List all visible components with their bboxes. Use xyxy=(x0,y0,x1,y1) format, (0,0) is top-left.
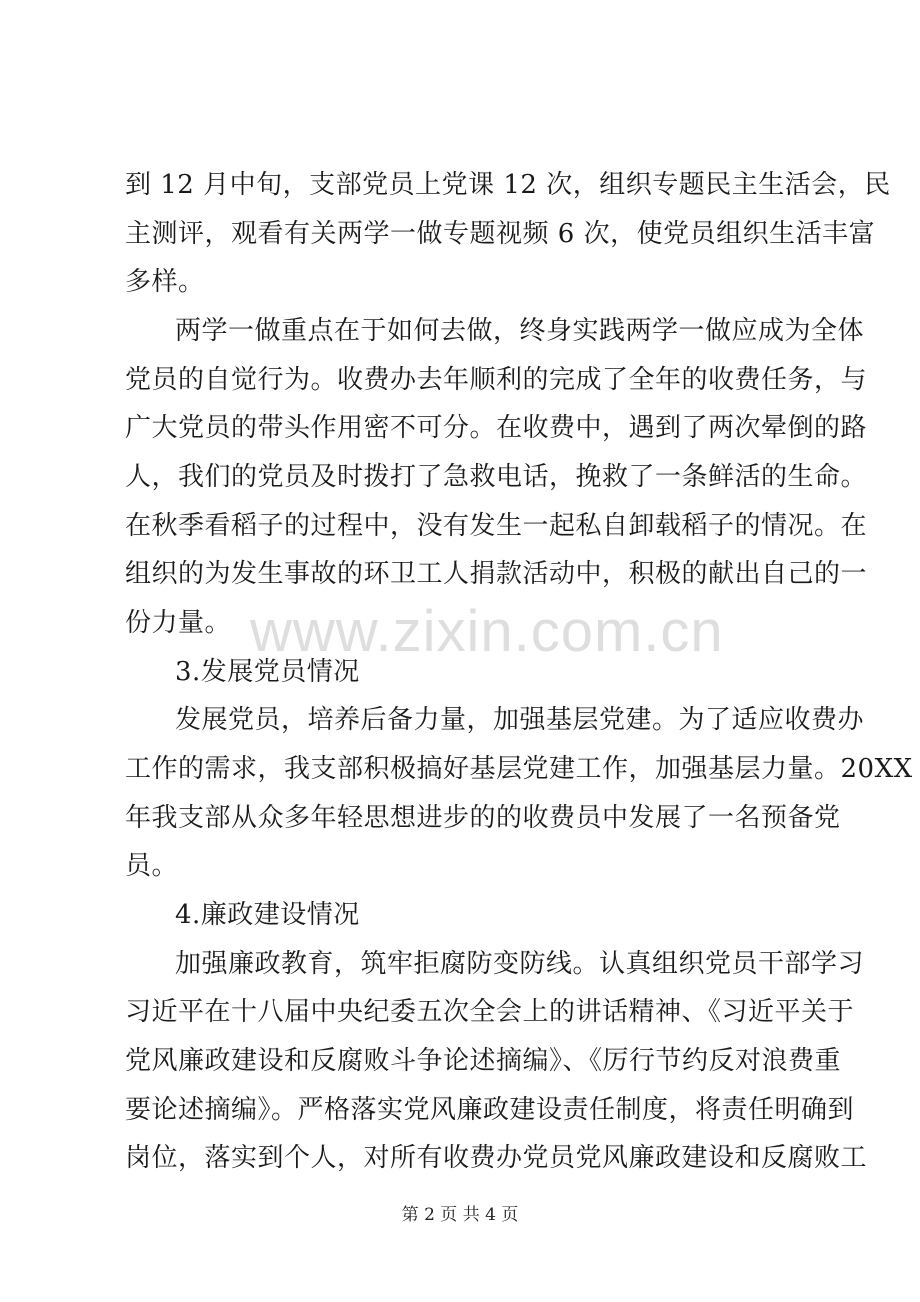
text-line: 主测评，观看有关两学一做专题视频 6 次，使党员组织生活丰富 xyxy=(125,219,876,249)
text-line: 份力量。 xyxy=(125,608,232,638)
section-heading: 3.发展党员情况 xyxy=(175,657,360,687)
text-line: 到 12 月中旬，支部党员上党课 12 次，组织专题民主生活会，民 xyxy=(125,170,891,200)
section-heading: 4.廉政建设情况 xyxy=(175,900,360,930)
text-line: 工作的需求，我支部积极搞好基层党建工作，加强基层力量。20XX xyxy=(125,754,913,784)
text-line: 员。 xyxy=(125,851,179,881)
text-line: 在秋季看稻子的过程中，没有发生一起私自卸载稻子的情况。在 xyxy=(125,511,868,541)
text-line: 党风廉政建设和反腐败斗争论述摘编》、《厉行节约反对浪费重 xyxy=(125,1046,842,1076)
text-line: 发展党员，培养后备力量，加强基层党建。为了适应收费办 xyxy=(175,705,865,735)
text-line: 组织的为发生事故的环卫工人捐款活动中，积极的献出自己的一 xyxy=(125,559,868,589)
text-line: 广大党员的带头作用密不可分。在收费中，遇到了两次晕倒的路 xyxy=(125,413,868,443)
text-line: 习近平在十八届中央纪委五次全会上的讲话精神、《习近平关于 xyxy=(125,997,855,1027)
text-line: 两学一做重点在于如何去做，终身实践两学一做应成为全体 xyxy=(175,316,865,346)
text-line: 党员的自觉行为。收费办去年顺利的完成了全年的收费任务，与 xyxy=(125,365,868,395)
text-line: 年我支部从众多年轻思想进步的的收费员中发展了一名预备党 xyxy=(125,803,841,833)
text-line: 要论述摘编》。严格落实党风廉政建设责任制度，将责任明确到 xyxy=(125,1095,855,1125)
watermark: www.zixin.com.cn xyxy=(250,599,724,664)
text-line: 加强廉政教育，筑牢拒腐防变防线。认真组织党员干部学习 xyxy=(175,949,865,979)
page-footer: 第 2 页 共 4 页 xyxy=(401,1205,519,1225)
text-line: 岗位，落实到个人，对所有收费办党员党风廉政建设和反腐败工 xyxy=(125,1143,868,1173)
text-line: 人，我们的党员及时拨打了急救电话，挽救了一条鲜活的生命。 xyxy=(125,462,868,492)
text-line: 多样。 xyxy=(125,267,205,297)
